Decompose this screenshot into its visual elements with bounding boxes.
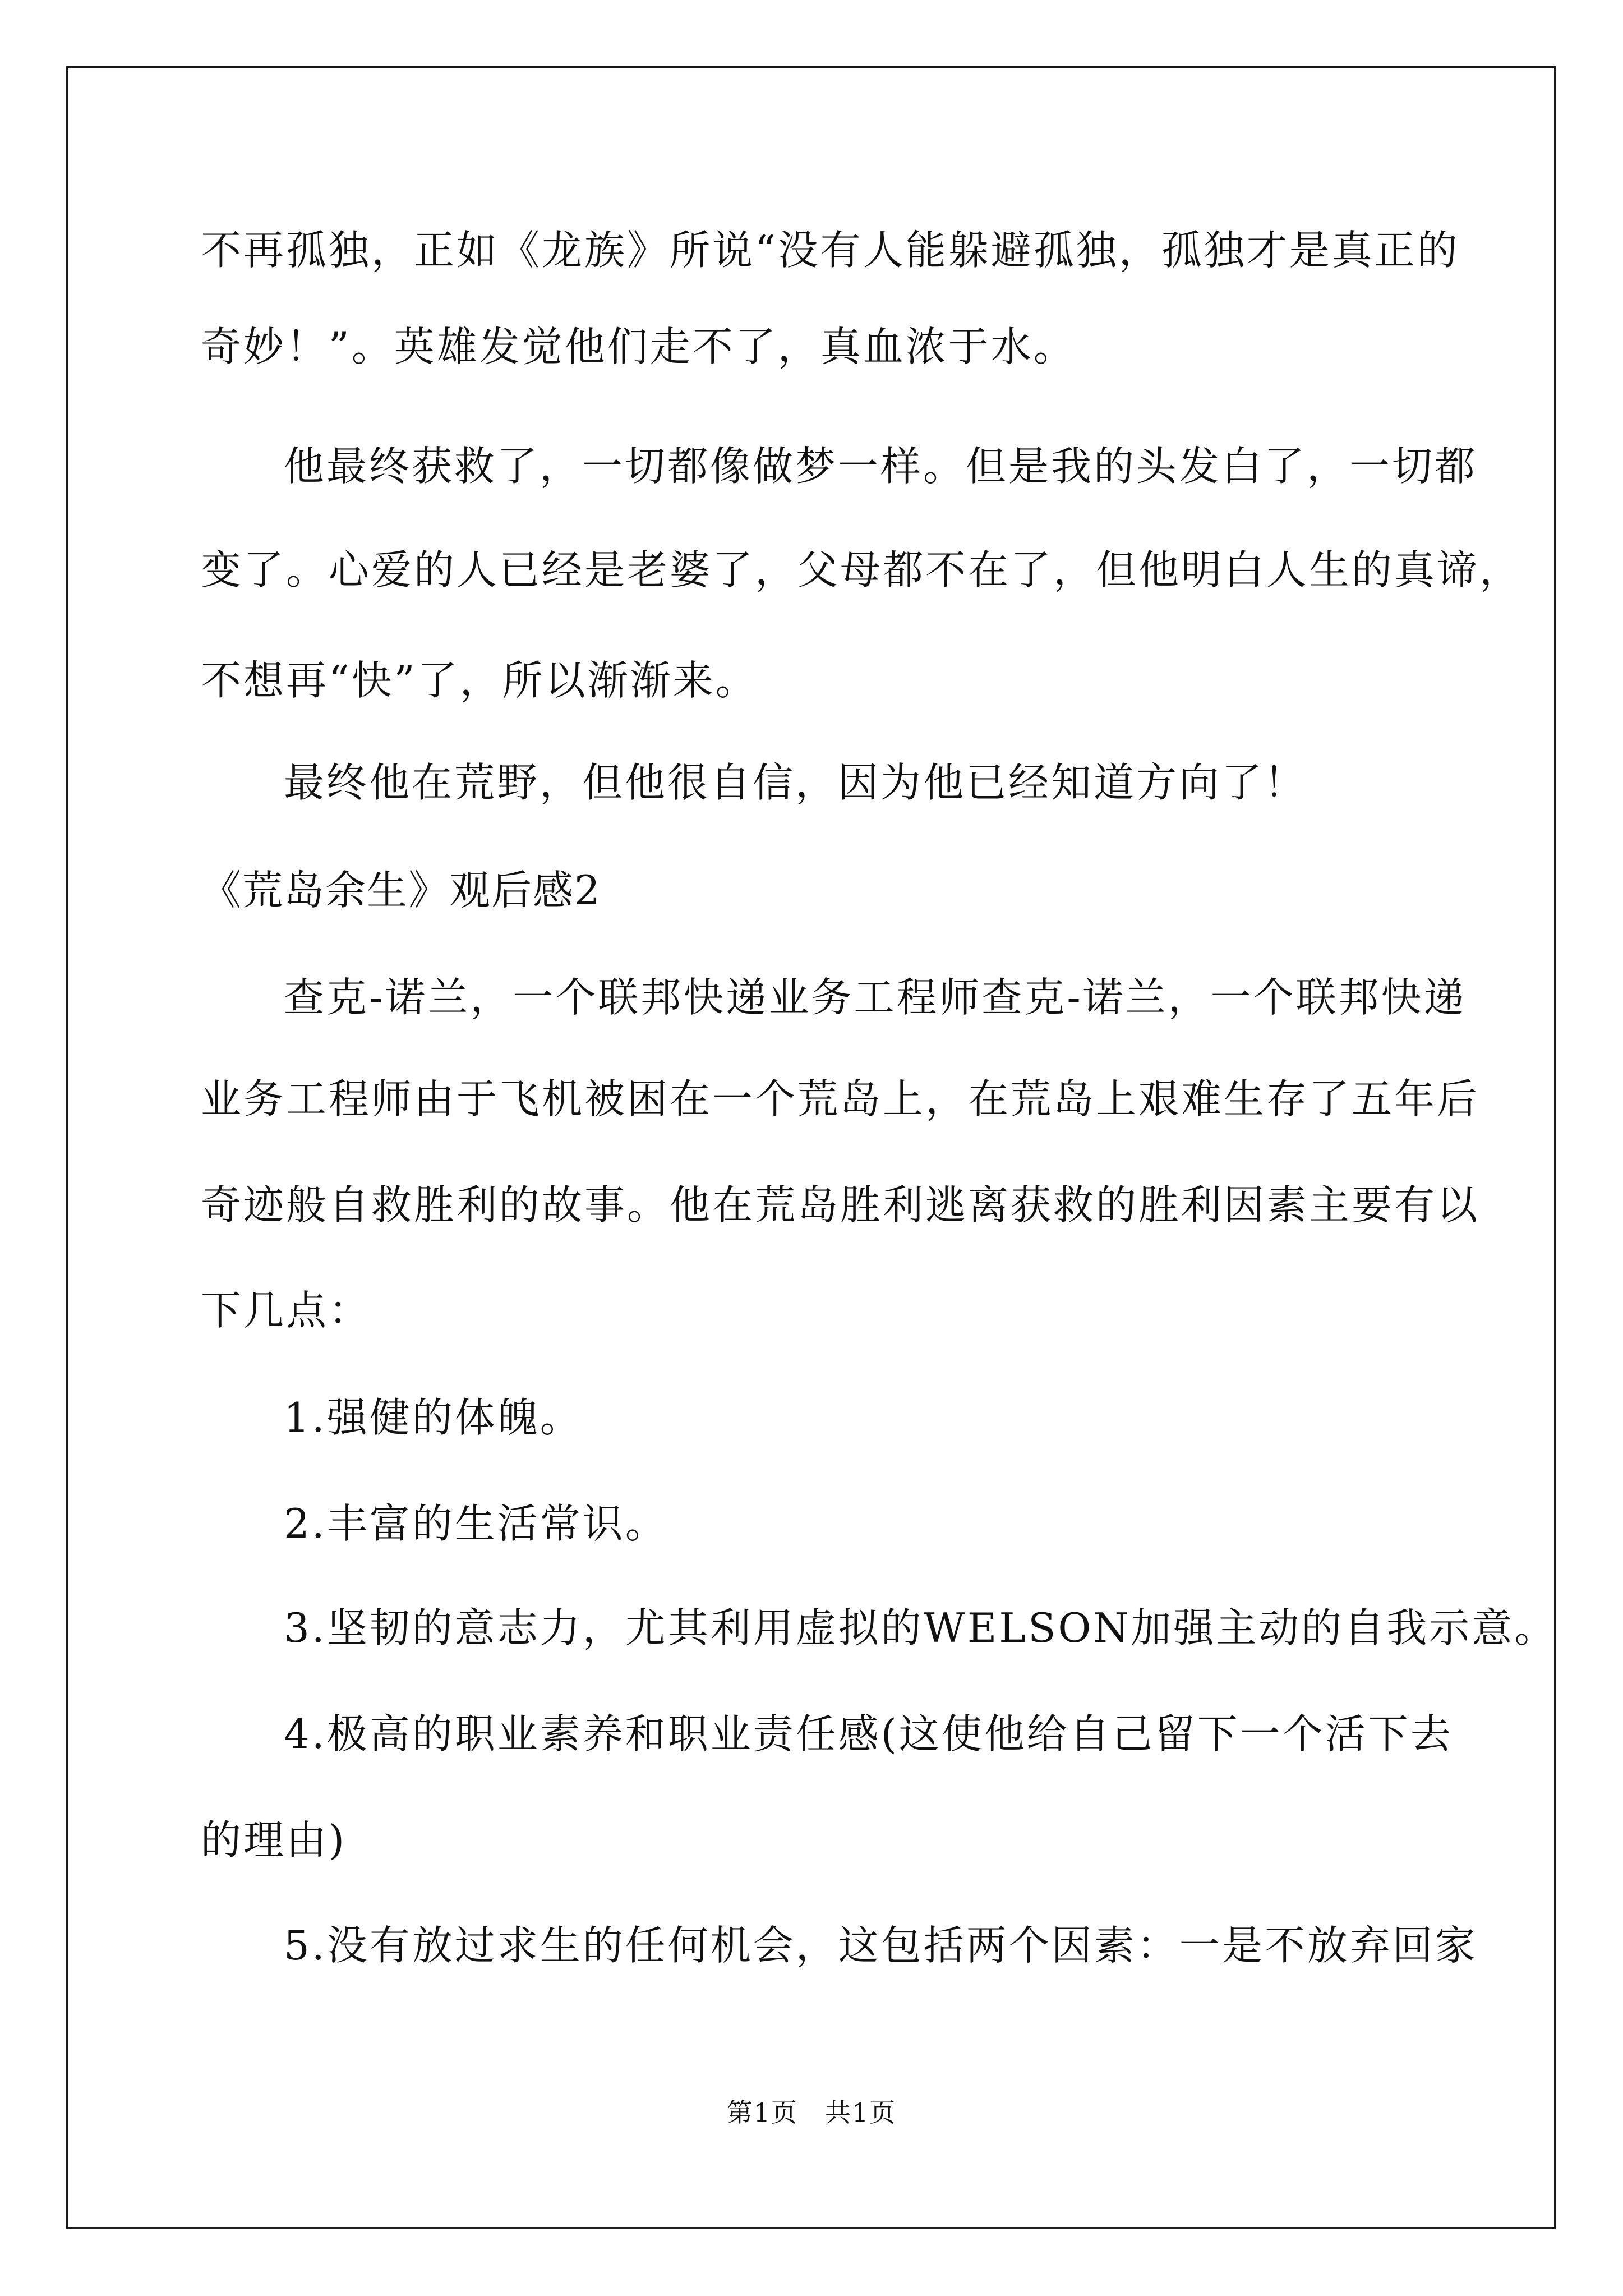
paragraph-line: 他最终获救了，一切都像做梦一样。但是我的头发白了，一切都 (284, 443, 1478, 490)
paragraph-line: 最终他在荒野，但他很自信，因为他已经知道方向了！ (284, 759, 1307, 806)
paragraph-line: 业务工程师由于飞机被困在一个荒岛上，在荒岛上艰难生存了五年后 (201, 1075, 1480, 1122)
list-item: 5.没有放过求生的任何机会，这包括两个因素：一是不放弃回家 (284, 1922, 1478, 1969)
paragraph-line: 不想再“快”了，所以渐渐来。 (201, 657, 758, 704)
list-item: 1.强健的体魄。 (284, 1394, 583, 1441)
paragraph-line: 奇妙！”。英雄发觉他们走不了，真血浓于水。 (201, 323, 1076, 370)
paragraph-line: 奇迹般自救胜利的故事。他在荒岛胜利逃离获救的胜利因素主要有以 (201, 1181, 1480, 1228)
paragraph-line: 变了。心爱的人已经是老婆了，父母都不在了，但他明白人生的真谛， (201, 546, 1523, 593)
page-border (66, 66, 1556, 2229)
page-footer: 第1页 共1页 (726, 2097, 897, 2128)
list-item-continuation: 的理由) (201, 1816, 347, 1864)
list-item: 4.极高的职业素养和职业责任感(这使他给自己留下一个活下去 (284, 1710, 1453, 1757)
section-heading: 《荒岛余生》观后感2 (201, 867, 601, 914)
paragraph-line: 查克-诺兰，一个联邦快递业务工程师查克-诺兰，一个联邦快递 (284, 974, 1467, 1021)
list-item: 2.丰富的生活常识。 (284, 1500, 668, 1547)
paragraph-line: 不再孤独，正如《龙族》所说“没有人能躲避孤独，孤独才是真正的 (201, 227, 1460, 274)
list-item: 3.坚韧的意志力，尤其利用虚拟的WELSON加强主动的自我示意。 (284, 1604, 1557, 1651)
paragraph-line: 下几点： (201, 1287, 372, 1334)
